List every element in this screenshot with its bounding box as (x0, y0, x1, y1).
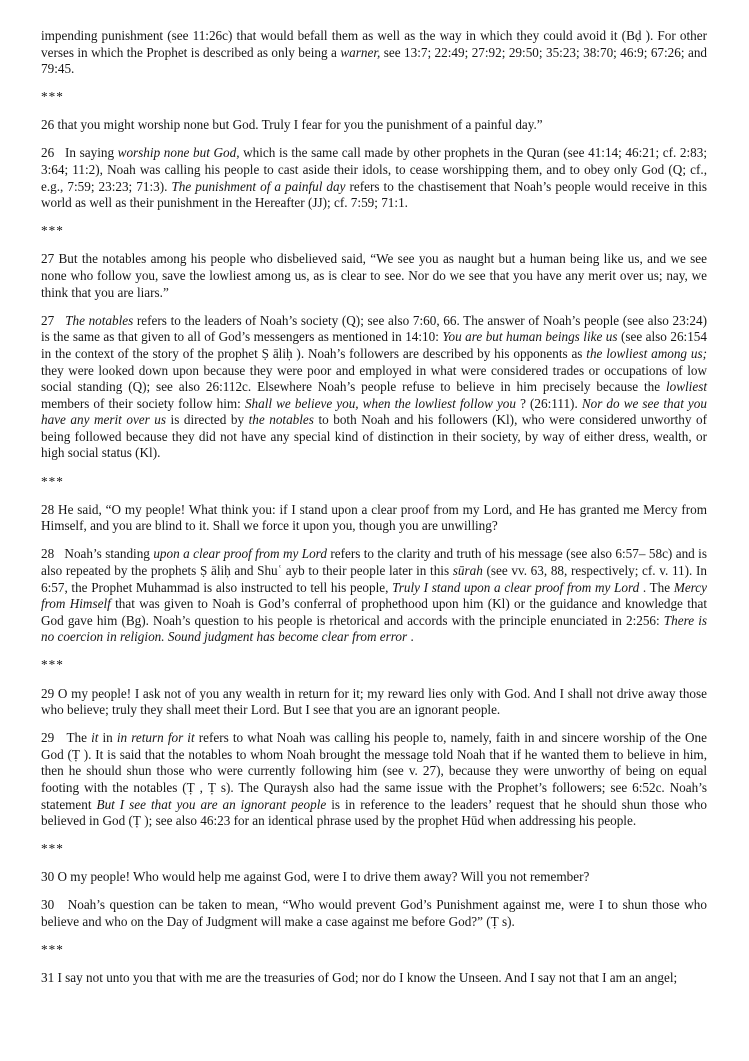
italic-text-run: the lowliest among us; (586, 345, 707, 361)
verse-27-translation (41, 251, 707, 301)
text-run: see 13:7; 22:49; 27:92; 29:50; 35:23; 38:70; 46:9; 67:26; and 79:45. (41, 44, 708, 77)
italic-text-run: Nor do we see that you have any merit over us (41, 395, 707, 428)
text-run: is directed by (166, 412, 249, 428)
section-separator: *** (41, 223, 64, 239)
text-run: refers to the chastisement that Noah’s people would receive in this world as well as their punishment in the Hereafter (JJ); cf. 7:59; 71:1. (41, 178, 707, 211)
text-run: refers to the clarity and truth of his message (see also 6:57– 58c) and is also repeated by the prophets Ṣ āliḥ and Shuʿ ayb to their people later in this (41, 546, 707, 578)
text-run: they were looked down upon because they were poor and employed in what were considered trades or occupations of low social standing (Q); see also 26:112c. Elsewhere Noah’s people refuse to believe in him precisely because the (41, 362, 707, 395)
section-separator: *** (41, 942, 64, 958)
italic-text-run: worship none but God, (117, 145, 240, 161)
text-run: 29 The (41, 730, 92, 746)
section-separator: *** (41, 89, 64, 105)
italic-text-run: sūrah (452, 562, 483, 578)
text-run: (see also 26:154 in the context of the story of the prophet Ṣ āliḥ ). Noah’s followers are described by his opponents as (41, 329, 707, 361)
text-run: refers to the leaders of Noah’s society (Q); see also 7:60, 66. The answer of Noah’s people (see also 23:24) is the same as that given to all of God’s messengers as mentioned in 14:10: (41, 312, 707, 345)
italic-text-run: it (91, 730, 99, 746)
italic-text-run: The notables (65, 312, 134, 328)
italic-text-run: But I see that you are an ignorant people (96, 796, 327, 812)
verse-31-translation (41, 970, 707, 987)
italic-text-run: There is no coercion in religion. Sound judgment has become clear from error (41, 612, 707, 645)
text-run: ? (26:111). (516, 395, 582, 411)
text-run: 30 Noah’s question can be taken to mean, “Who would prevent God’s Punishment against me, were I to shun those who believe and who on the Day of Judgment will make a case against me before God?” (Ṭ s). (41, 897, 707, 930)
section-separator: *** (41, 657, 64, 673)
text-run: 30 O my people! Who would help me against God, were I to drive them away? Will you not remember? (41, 869, 590, 885)
text-run: 31 I say not unto you that with me are the treasuries of God; nor do I know the Unseen. And I say not that I am an angel; (41, 970, 678, 986)
italic-text-run: lowliest (665, 379, 707, 395)
italic-text-run: Mercy from Himself (41, 579, 708, 612)
text-run: to both Noah and his followers (Kl), who were considered unworthy of being followed because they did not have any special kind of distinction in their society, by way of either dress, wealth, or high social status (Kl). (41, 412, 707, 461)
text-run: refers to what Noah was calling his people to, namely, faith in and sincere worship of the One God (Ṭ ). It is said that the notables to whom Noah brought the message told Noah that if he wanted them to believe in him, then he should shun those who were currently following him (see v. 27), because they were unworthy of being on equal footing with the notables (Ṭ , Ṭ s). The Quraysh also had the same issue with the Prophet’s followers; see 6:52c. Noah’s statement (41, 730, 707, 812)
text-run: which is the same call made by other prophets in the Quran (see 41:14; 46:21; cf. 2:83; 3:64; 11:2), Noah was calling his people to cast aside their idols, to cease worshipping them, and to obey only God (Q; cf., e.g., 7:59; 23:23; 71:3). (41, 145, 708, 194)
text-run: 27 But the notables among his people who disbelieved said, “We see you as naught but a human being like us, and we see none who follow you, save the lowliest among us, as is clear to see. Nor do we see that you have any merit over us; nay, we think that you are liars.” (41, 251, 707, 300)
text-run: . The (639, 579, 674, 595)
text-run: is in reference to the leaders’ request that he should shun those who believed in God (Ṭ ); see also 46:23 for an identical phrase used by the prophet Hūd when addressing his people. (41, 796, 707, 829)
verse-27-commentary (41, 313, 707, 462)
italic-text-run: Shall we believe you, when the lowliest follow you (244, 395, 516, 411)
italic-text-run: The punishment of a painful day (171, 178, 346, 194)
verse-30-commentary (41, 897, 707, 930)
section-separator: *** (41, 473, 64, 489)
verse-30-translation (41, 869, 707, 886)
verse-29-commentary (41, 730, 707, 830)
text-run: 26 that you might worship none but God. Truly I fear for you the punishment of a painful day.” (41, 117, 543, 133)
text-run: (see vv. 63, 88, respectively; cf. v. 11). In 6:57, the Prophet Muhammad is also instructed to tell his people, (41, 562, 707, 595)
text-run: impending punishment (see 11:26c) that would befall them as well as the way in which they could avoid it (Bḍ ). For other verses in which the Prophet is described as only being a (41, 28, 707, 60)
verse-28-commentary (41, 546, 707, 646)
text-run: in (98, 730, 117, 746)
verse-28-translation (41, 502, 707, 535)
text-run: that was given to Noah is God’s conferral of prophethood upon him (Kl) or the guidance and knowledge that God gave him (Bg). Noah’s question to his people is rhetorical and accords with the principle enunciated in 2:256: (41, 596, 708, 628)
verse-29-translation (41, 686, 707, 719)
text-run: 28 Noah’s standing (41, 546, 154, 562)
italic-text-run: Truly I stand upon a clear proof from my Lord (392, 579, 640, 595)
italic-text-run: warner, (340, 44, 381, 60)
italic-text-run: upon a clear proof from my Lord (153, 546, 327, 562)
verse-26-translation (41, 117, 707, 134)
text-run: . (407, 629, 414, 645)
italic-text-run: You are but human beings like us (442, 329, 618, 345)
text-run: 26 In saying (41, 145, 118, 161)
commentary-continuation (41, 28, 707, 78)
text-run: 29 O my people! I ask not of you any wealth in return for it; my reward lies only with God. And I shall not drive away those who believe; truly they shall meet their Lord. But I see that you are an ignorant people. (41, 685, 707, 718)
text-run: 27 (41, 312, 66, 328)
italic-text-run: the notables (248, 412, 314, 428)
verse-26-commentary (41, 145, 707, 211)
section-separator: *** (41, 841, 64, 857)
italic-text-run: in return for it (116, 730, 195, 746)
text-run: members of their society follow him: (41, 395, 245, 411)
text-column (41, 28, 707, 987)
text-run: 28 He said, “O my people! What think you: if I stand upon a clear proof from my Lord, and He has granted me Mercy from Himself, and you are blind to it. Shall we force it upon you, though you are unwilling? (41, 501, 707, 534)
